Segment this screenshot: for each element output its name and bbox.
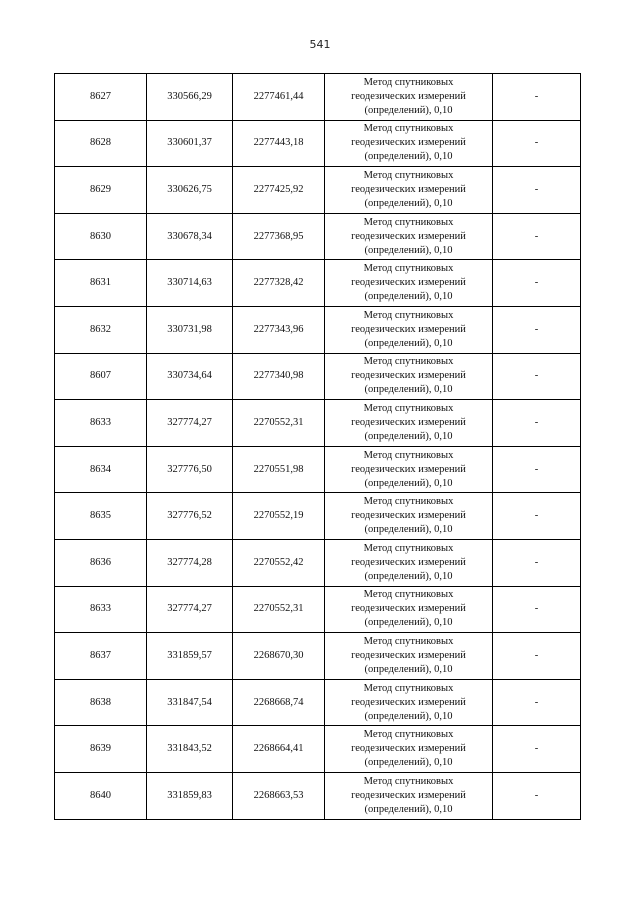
page-number: 541 xyxy=(309,38,331,51)
method-cell xyxy=(325,772,493,819)
method-text-line: Метод спутниковых xyxy=(363,356,454,368)
x-coordinate-cell: 330734,64 xyxy=(147,353,233,400)
table-row xyxy=(55,586,581,633)
table-row xyxy=(55,306,581,353)
method-cell xyxy=(325,586,493,633)
x-coordinate-cell: 331847,54 xyxy=(147,679,233,726)
dash-cell: - xyxy=(493,539,581,586)
dash-cell: - xyxy=(493,493,581,540)
dash-cell: - xyxy=(493,306,581,353)
method-text-line: (определений), 0,10 xyxy=(364,570,453,582)
dash-cell: - xyxy=(493,586,581,633)
point-number-cell: 8633 xyxy=(55,586,147,633)
table-row xyxy=(55,539,581,586)
point-number-cell: 8627 xyxy=(55,74,147,121)
method-cell xyxy=(325,679,493,726)
point-number-cell: 8634 xyxy=(55,446,147,493)
method-text-line: геодезических измерений xyxy=(351,603,466,615)
coordinates-table xyxy=(54,73,581,820)
method-text-line: геодезических измерений xyxy=(351,370,466,382)
method-cell xyxy=(325,539,493,586)
dash-cell: - xyxy=(493,400,581,447)
method-text-line: (определений), 0,10 xyxy=(364,803,453,815)
method-text-line: геодезических измерений xyxy=(351,649,466,661)
method-text-line: геодезических измерений xyxy=(351,696,466,708)
method-text-line: геодезических измерений xyxy=(351,510,466,522)
method-cell xyxy=(325,306,493,353)
dash-cell: - xyxy=(493,772,581,819)
y-coordinate-cell: 2268663,53 xyxy=(233,772,325,819)
table-row xyxy=(55,726,581,773)
x-coordinate-cell: 331859,57 xyxy=(147,633,233,680)
method-text-line: Метод спутниковых xyxy=(363,216,454,228)
dash-cell: - xyxy=(493,167,581,214)
method-text-line: геодезических измерений xyxy=(351,183,466,195)
y-coordinate-cell: 2270552,31 xyxy=(233,586,325,633)
method-cell xyxy=(325,633,493,680)
table-row xyxy=(55,446,581,493)
x-coordinate-cell: 327774,27 xyxy=(147,586,233,633)
method-text-line: геодезических измерений xyxy=(351,277,466,289)
point-number-cell: 8639 xyxy=(55,726,147,773)
method-text-line: (определений), 0,10 xyxy=(364,244,453,256)
method-text-line: Метод спутниковых xyxy=(363,263,454,275)
y-coordinate-cell: 2277340,98 xyxy=(233,353,325,400)
dash-cell: - xyxy=(493,260,581,307)
x-coordinate-cell: 330731,98 xyxy=(147,306,233,353)
method-text-line: геодезических измерений xyxy=(351,789,466,801)
point-number-cell: 8640 xyxy=(55,772,147,819)
point-number-cell: 8631 xyxy=(55,260,147,307)
method-text-line: геодезических измерений xyxy=(351,137,466,149)
method-cell xyxy=(325,493,493,540)
method-text-line: (определений), 0,10 xyxy=(364,757,453,769)
x-coordinate-cell: 327776,52 xyxy=(147,493,233,540)
x-coordinate-cell: 327774,28 xyxy=(147,539,233,586)
method-text-line: Метод спутниковых xyxy=(363,402,454,414)
method-text-line: геодезических измерений xyxy=(351,90,466,102)
method-text-line: (определений), 0,10 xyxy=(364,337,453,349)
point-number-cell: 8633 xyxy=(55,400,147,447)
method-text-line: Метод спутниковых xyxy=(363,635,454,647)
dash-cell: - xyxy=(493,120,581,167)
x-coordinate-cell: 330601,37 xyxy=(147,120,233,167)
method-text-line: (определений), 0,10 xyxy=(364,291,453,303)
dash-cell: - xyxy=(493,446,581,493)
table-row xyxy=(55,74,581,121)
dash-cell: - xyxy=(493,353,581,400)
x-coordinate-cell: 330678,34 xyxy=(147,213,233,260)
x-coordinate-cell: 331843,52 xyxy=(147,726,233,773)
x-coordinate-cell: 330714,63 xyxy=(147,260,233,307)
y-coordinate-cell: 2268670,30 xyxy=(233,633,325,680)
method-text-line: геодезических измерений xyxy=(351,743,466,755)
dash-cell: - xyxy=(493,726,581,773)
method-text-line: геодезических измерений xyxy=(351,556,466,568)
method-text-line: геодезических измерений xyxy=(351,463,466,475)
point-number-cell: 8632 xyxy=(55,306,147,353)
method-text-line: (определений), 0,10 xyxy=(364,524,453,536)
table-row xyxy=(55,213,581,260)
method-text-line: Метод спутниковых xyxy=(363,542,454,554)
table-row xyxy=(55,679,581,726)
table-row xyxy=(55,260,581,307)
method-text-line: (определений), 0,10 xyxy=(364,104,453,116)
x-coordinate-cell: 330626,75 xyxy=(147,167,233,214)
table-row xyxy=(55,400,581,447)
method-text-line: Метод спутниковых xyxy=(363,449,454,461)
method-text-line: (определений), 0,10 xyxy=(364,710,453,722)
dash-cell: - xyxy=(493,679,581,726)
method-text-line: геодезических измерений xyxy=(351,230,466,242)
method-text-line: Метод спутниковых xyxy=(363,775,454,787)
point-number-cell: 8638 xyxy=(55,679,147,726)
point-number-cell: 8637 xyxy=(55,633,147,680)
method-cell xyxy=(325,213,493,260)
table-row xyxy=(55,120,581,167)
method-cell xyxy=(325,726,493,773)
method-cell xyxy=(325,120,493,167)
table-row xyxy=(55,772,581,819)
x-coordinate-cell: 327776,50 xyxy=(147,446,233,493)
method-text-line: (определений), 0,10 xyxy=(364,430,453,442)
dash-cell: - xyxy=(493,633,581,680)
table-row xyxy=(55,493,581,540)
method-text-line: (определений), 0,10 xyxy=(364,477,453,489)
point-number-cell: 8607 xyxy=(55,353,147,400)
point-number-cell: 8630 xyxy=(55,213,147,260)
point-number-cell: 8628 xyxy=(55,120,147,167)
method-text-line: Метод спутниковых xyxy=(363,682,454,694)
method-cell xyxy=(325,260,493,307)
y-coordinate-cell: 2277425,92 xyxy=(233,167,325,214)
table-row xyxy=(55,353,581,400)
y-coordinate-cell: 2270552,31 xyxy=(233,400,325,447)
method-cell xyxy=(325,74,493,121)
point-number-cell: 8636 xyxy=(55,539,147,586)
method-text-line: геодезических измерений xyxy=(351,416,466,428)
y-coordinate-cell: 2277328,42 xyxy=(233,260,325,307)
point-number-cell: 8635 xyxy=(55,493,147,540)
x-coordinate-cell: 330566,29 xyxy=(147,74,233,121)
coordinates-table-body xyxy=(55,74,581,820)
method-text-line: Метод спутниковых xyxy=(363,76,454,88)
method-cell xyxy=(325,353,493,400)
table-row xyxy=(55,633,581,680)
method-text-line: Метод спутниковых xyxy=(363,309,454,321)
dash-cell: - xyxy=(493,213,581,260)
x-coordinate-cell: 331859,83 xyxy=(147,772,233,819)
method-text-line: Метод спутниковых xyxy=(363,496,454,508)
method-cell xyxy=(325,167,493,214)
method-text-line: Метод спутниковых xyxy=(363,589,454,601)
table-row xyxy=(55,167,581,214)
method-text-line: Метод спутниковых xyxy=(363,169,454,181)
method-text-line: (определений), 0,10 xyxy=(364,151,453,163)
method-cell xyxy=(325,446,493,493)
y-coordinate-cell: 2268668,74 xyxy=(233,679,325,726)
y-coordinate-cell: 2268664,41 xyxy=(233,726,325,773)
y-coordinate-cell: 2277461,44 xyxy=(233,74,325,121)
method-text-line: (определений), 0,10 xyxy=(364,663,453,675)
x-coordinate-cell: 327774,27 xyxy=(147,400,233,447)
y-coordinate-cell: 2270552,19 xyxy=(233,493,325,540)
y-coordinate-cell: 2277368,95 xyxy=(233,213,325,260)
method-text-line: (определений), 0,10 xyxy=(364,617,453,629)
method-text-line: (определений), 0,10 xyxy=(364,384,453,396)
point-number-cell: 8629 xyxy=(55,167,147,214)
method-text-line: Метод спутниковых xyxy=(363,123,454,135)
dash-cell: - xyxy=(493,74,581,121)
y-coordinate-cell: 2270552,42 xyxy=(233,539,325,586)
y-coordinate-cell: 2277343,96 xyxy=(233,306,325,353)
method-text-line: (определений), 0,10 xyxy=(364,197,453,209)
y-coordinate-cell: 2277443,18 xyxy=(233,120,325,167)
y-coordinate-cell: 2270551,98 xyxy=(233,446,325,493)
method-cell xyxy=(325,400,493,447)
method-text-line: геодезических измерений xyxy=(351,323,466,335)
method-text-line: Метод спутниковых xyxy=(363,729,454,741)
